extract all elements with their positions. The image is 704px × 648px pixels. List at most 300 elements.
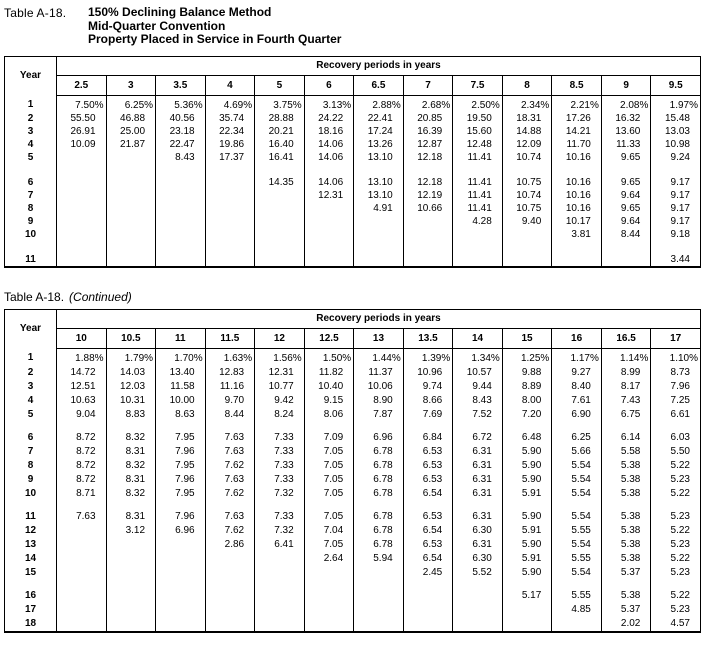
- table1-value-cell-y6-c8: 10.75: [502, 176, 552, 189]
- table1-value-cell-y3-c9: 13.60: [601, 125, 651, 138]
- table1-col-header-7.5: 7.5: [453, 75, 503, 95]
- table2-value-cell-y11-c13.5: 6.53: [403, 510, 453, 524]
- table2-spacer-cell: [304, 580, 354, 589]
- table1-value-cell-y5-c6: 14.06: [304, 151, 354, 164]
- table1-value-cell-y10-c8.5: 3.81: [552, 228, 602, 241]
- table2-value-cell-y6-c16: 6.25: [552, 431, 602, 445]
- table1-value-cell-y3-c9.5: 13.03: [651, 125, 701, 138]
- table2-value-cell-y4-c11: 10.00: [156, 394, 206, 408]
- table2-value-cell-y4-c10.5: 10.31: [106, 394, 156, 408]
- table2-value-cell-y11-c10.5: 8.31: [106, 510, 156, 524]
- table1-col-header-8: 8: [502, 75, 552, 95]
- table2-value-cell-y7-c11: 7.96: [156, 445, 206, 459]
- table2-value-cell-y9-c10: 8.72: [57, 473, 107, 487]
- table2-row-year-6: [5, 431, 701, 445]
- table2-value-cell-y8-c16.5: 5.38: [601, 459, 651, 473]
- table1-spacer-cell: [453, 241, 503, 253]
- table1-value-cell-y3-c6: 18.16: [304, 125, 354, 138]
- table2-value-cell-y14-c13: 5.94: [354, 552, 404, 566]
- table1-value-cell-y7-c4: [205, 189, 255, 202]
- table1-value-cell-y5-c9: 9.65: [601, 151, 651, 164]
- table1-year-cell-10: 10: [24, 228, 37, 240]
- table2-spacer-cell: [156, 422, 206, 431]
- table2-value-cell-y16-c15: 5.17: [502, 589, 552, 603]
- table2-value-cell-y13-c14: 6.31: [453, 538, 503, 552]
- table2-year-cell-7: 7: [27, 445, 34, 457]
- table2-value-cell-y13-c11.5: 2.86: [205, 538, 255, 552]
- table2-value-cell-y6-c17: 6.03: [651, 431, 701, 445]
- table2-value-cell-y9-c13.5: 6.53: [403, 473, 453, 487]
- table1-value-cell-y1-c8: 2.34%: [502, 95, 552, 112]
- table2-value-cell-y5-c16.5: 6.75: [601, 408, 651, 422]
- table1-value-cell-y11-c6.5: [354, 253, 404, 267]
- table1-value-cell-y11-c6: [304, 253, 354, 267]
- table2-value-cell-y11-c11.5: 7.63: [205, 510, 255, 524]
- table2-value-cell-y13-c12.5: 7.05: [304, 538, 354, 552]
- table1-spacer-cell: [156, 164, 206, 176]
- table2-value-cell-y7-c13: 6.78: [354, 445, 404, 459]
- table1-value-cell-y4-c7: 12.87: [403, 138, 453, 151]
- table2-value-cell-y7-c17: 5.50: [651, 445, 701, 459]
- table1-value-cell-y6-c9: 9.65: [601, 176, 651, 189]
- table2-value-cell-y10-c10: 8.71: [57, 487, 107, 501]
- table2-year-cell-11: 11: [25, 510, 36, 522]
- table2-spacer-cell: [57, 580, 107, 589]
- table2-value-cell-y16-c14: [453, 589, 503, 603]
- table2-header-row-2: [5, 328, 701, 348]
- table1-value-cell-y6-c8.5: 10.16: [552, 176, 602, 189]
- table2-value-cell-y6-c10: 8.72: [57, 431, 107, 445]
- table2-spacer-cell: [601, 580, 651, 589]
- table2-value-cell-y11-c10: 7.63: [57, 510, 107, 524]
- table1-value-cell-y6-c5: 14.35: [255, 176, 305, 189]
- table2-spacer-cell: [453, 422, 503, 431]
- table2-row-year-18: [5, 617, 701, 632]
- table2-spacer-cell: [502, 580, 552, 589]
- table1-value-cell-y11-c3.5: [156, 253, 206, 267]
- table1-col-header-4: 4: [205, 75, 255, 95]
- table2-value-cell-y17-c13.5: [403, 603, 453, 617]
- table2-spacer-cell: [5, 501, 57, 510]
- table2-value-cell-y9-c12.5: 7.05: [304, 473, 354, 487]
- table1-title: [88, 6, 341, 47]
- table1-row-year-2: [5, 112, 701, 125]
- table1-value-cell-y8-c7: 10.66: [403, 202, 453, 215]
- table2-value-cell-y18-c15: [502, 617, 552, 632]
- table2-spacer-cell: [255, 580, 305, 589]
- table1-value-cell-y8-c6: [304, 202, 354, 215]
- table2-spacer-cell: [552, 501, 602, 510]
- table1-col-header-3: 3: [106, 75, 156, 95]
- table2-spacer-cell: [403, 580, 453, 589]
- table2-spacer-cell: [354, 422, 404, 431]
- table2-year-cell-5: 5: [27, 408, 34, 420]
- table1-value-cell-y4-c3: 21.87: [106, 138, 156, 151]
- table1-value-cell-y9-c8.5: 10.17: [552, 215, 602, 228]
- table2-value-cell-y7-c16: 5.66: [552, 445, 602, 459]
- table1-value-cell-y4-c4: 19.86: [205, 138, 255, 151]
- table2-col-header-13.5: 13.5: [403, 328, 453, 348]
- table2-value-cell-y2-c16.5: 8.99: [601, 366, 651, 380]
- table2-value-cell-y14-c12: [255, 552, 305, 566]
- table2-value-cell-y5-c17: 6.61: [651, 408, 701, 422]
- table1-col-header-2.5: 2.5: [57, 75, 107, 95]
- table2-value-cell-y10-c10.5: 8.32: [106, 487, 156, 501]
- table1-value-cell-y2-c4: 35.74: [205, 112, 255, 125]
- table1-value-cell-y9-c5: [255, 215, 305, 228]
- table2-row-year-13: [5, 538, 701, 552]
- table1-value-cell-y5-c8: 10.74: [502, 151, 552, 164]
- table1-spacer-cell: [651, 241, 701, 253]
- table2-value-cell-y6-c11.5: 7.63: [205, 431, 255, 445]
- table2-value-cell-y14-c11: [156, 552, 206, 566]
- table2-value-cell-y7-c13.5: 6.53: [403, 445, 453, 459]
- table1-caption: [4, 6, 701, 47]
- table2-value-cell-y10-c13: 6.78: [354, 487, 404, 501]
- table2-value-cell-y1-c11: 1.70%: [156, 348, 206, 366]
- table1-value-cell-y5-c3: [106, 151, 156, 164]
- depreciation-table-2: [4, 309, 701, 633]
- table2-value-cell-y13-c10.5: [106, 538, 156, 552]
- table2-value-cell-y10-c11.5: 7.62: [205, 487, 255, 501]
- table1-value-cell-y3-c3.5: 23.18: [156, 125, 206, 138]
- table2-value-cell-y4-c17: 7.25: [651, 394, 701, 408]
- table2-value-cell-y1-c10.5: 1.79%: [106, 348, 156, 366]
- table2-value-cell-y12-c14: 6.30: [453, 524, 503, 538]
- table2-value-cell-y12-c10: [57, 524, 107, 538]
- table2-value-cell-y6-c12: 7.33: [255, 431, 305, 445]
- table2-value-cell-y9-c16.5: 5.38: [601, 473, 651, 487]
- table2-value-cell-y2-c13.5: 10.96: [403, 366, 453, 380]
- table2-value-cell-y8-c11.5: 7.62: [205, 459, 255, 473]
- table2-spacer-cell: [255, 422, 305, 431]
- table2-spacer-row: [5, 580, 701, 589]
- table1-value-cell-y2-c7.5: 19.50: [453, 112, 503, 125]
- table2-spacer-cell: [502, 422, 552, 431]
- table2-value-cell-y17-c16: 4.85: [552, 603, 602, 617]
- table1-value-cell-y8-c5: [255, 202, 305, 215]
- table1-value-cell-y4-c3.5: 22.47: [156, 138, 206, 151]
- table2-value-cell-y1-c12.5: 1.50%: [304, 348, 354, 366]
- table2-value-cell-y8-c12.5: 7.05: [304, 459, 354, 473]
- table1-value-cell-y5-c4: 17.37: [205, 151, 255, 164]
- table1-value-cell-y1-c8.5: 2.21%: [552, 95, 602, 112]
- table2-spacer-cell: [5, 422, 57, 431]
- table2-value-cell-y17-c16.5: 5.37: [601, 603, 651, 617]
- table2-col-header-12.5: 12.5: [304, 328, 354, 348]
- table2-value-cell-y5-c15: 7.20: [502, 408, 552, 422]
- table2-value-cell-y4-c11.5: 9.70: [205, 394, 255, 408]
- table2-year-cell-3: 3: [27, 380, 34, 392]
- table1-value-cell-y10-c7: [403, 228, 453, 241]
- table2-value-cell-y15-c12: [255, 566, 305, 580]
- table1-year-header: Year: [5, 56, 57, 95]
- table2-spacer-cell: [304, 422, 354, 431]
- table2-year-cell-16: 16: [24, 589, 37, 601]
- table1-year-cell-5: 5: [27, 151, 34, 163]
- table2-value-cell-y1-c12: 1.56%: [255, 348, 305, 366]
- table2-value-cell-y8-c15: 5.90: [502, 459, 552, 473]
- table2-value-cell-y3-c14: 9.44: [453, 380, 503, 394]
- table1-value-cell-y10-c8: [502, 228, 552, 241]
- table2-value-cell-y5-c12: 8.24: [255, 408, 305, 422]
- table2-value-cell-y10-c15: 5.91: [502, 487, 552, 501]
- table1-row-year-7: [5, 189, 701, 202]
- table1-value-cell-y3-c8: 14.88: [502, 125, 552, 138]
- table2-value-cell-y1-c13: 1.44%: [354, 348, 404, 366]
- table2-value-cell-y9-c16: 5.54: [552, 473, 602, 487]
- table2-value-cell-y14-c16.5: 5.38: [601, 552, 651, 566]
- table1-value-cell-y7-c8.5: 10.16: [552, 189, 602, 202]
- table2-value-cell-y14-c10: [57, 552, 107, 566]
- table2-value-cell-y3-c11: 11.58: [156, 380, 206, 394]
- table1-col-header-7: 7: [403, 75, 453, 95]
- table2-value-cell-y13-c16.5: 5.38: [601, 538, 651, 552]
- table1-value-cell-y4-c6.5: 13.26: [354, 138, 404, 151]
- table1-spacer-cell: [354, 164, 404, 176]
- table1-year-cell-2: 2: [27, 112, 34, 124]
- table2-value-cell-y12-c13: 6.78: [354, 524, 404, 538]
- table2-value-cell-y7-c16.5: 5.58: [601, 445, 651, 459]
- table2-value-cell-y15-c16: 5.54: [552, 566, 602, 580]
- table2-value-cell-y16-c16.5: 5.38: [601, 589, 651, 603]
- table1-value-cell-y8-c3.5: [156, 202, 206, 215]
- table2-value-cell-y1-c13.5: 1.39%: [403, 348, 453, 366]
- table2-value-cell-y12-c16: 5.55: [552, 524, 602, 538]
- table1-value-cell-y11-c8.5: [552, 253, 602, 267]
- table2-value-cell-y17-c15: [502, 603, 552, 617]
- table1-value-cell-y4-c8: 12.09: [502, 138, 552, 151]
- table1-spacer-cell: [304, 164, 354, 176]
- table1-value-cell-y4-c9.5: 10.98: [651, 138, 701, 151]
- table2-spacer-cell: [403, 422, 453, 431]
- table1-spacer-cell: [453, 164, 503, 176]
- table2-row-year-14: [5, 552, 701, 566]
- table1-value-cell-y2-c5: 28.88: [255, 112, 305, 125]
- table1-spacer-cell: [57, 241, 107, 253]
- table1-caption-label: Table A-18.: [4, 6, 67, 20]
- table1-value-cell-y5-c5: 16.41: [255, 151, 305, 164]
- table2-value-cell-y7-c11.5: 7.63: [205, 445, 255, 459]
- table2-value-cell-y3-c16: 8.40: [552, 380, 602, 394]
- table1-col-header-6: 6: [304, 75, 354, 95]
- table1-spacer-cell: [552, 241, 602, 253]
- table1-year-cell-11: 11: [25, 253, 36, 265]
- table1-value-cell-y11-c8: [502, 253, 552, 267]
- table2-spacer-cell: [205, 501, 255, 510]
- table2-value-cell-y13-c13.5: 6.53: [403, 538, 453, 552]
- table1-row-year-1: [5, 95, 701, 112]
- table1-value-cell-y1-c9.5: 1.97%: [651, 95, 701, 112]
- table2-col-header-13: 13: [354, 328, 404, 348]
- table2-spacer-cell: [57, 422, 107, 431]
- table2-row-year-4: [5, 394, 701, 408]
- table2-value-cell-y13-c13: 6.78: [354, 538, 404, 552]
- table2-value-cell-y12-c11.5: 7.62: [205, 524, 255, 538]
- table2-spacer-cell: [205, 580, 255, 589]
- table2-value-cell-y9-c17: 5.23: [651, 473, 701, 487]
- table2-value-cell-y15-c13: [354, 566, 404, 580]
- table2-year-cell-9: 9: [27, 473, 34, 485]
- table2-value-cell-y5-c10: 9.04: [57, 408, 107, 422]
- table1-value-cell-y3-c6.5: 17.24: [354, 125, 404, 138]
- table2-spacer-cell: [156, 580, 206, 589]
- table2-value-cell-y17-c14: [453, 603, 503, 617]
- table2-row-year-17: [5, 603, 701, 617]
- table2-value-cell-y13-c11: [156, 538, 206, 552]
- table1-value-cell-y8-c7.5: 11.41: [453, 202, 503, 215]
- table1-value-cell-y8-c8: 10.75: [502, 202, 552, 215]
- table2-span-header: Recovery periods in years: [57, 309, 701, 328]
- table2-col-header-10.5: 10.5: [106, 328, 156, 348]
- table2-value-cell-y16-c13.5: [403, 589, 453, 603]
- table2-value-cell-y5-c14: 7.52: [453, 408, 503, 422]
- table2-value-cell-y9-c14: 6.31: [453, 473, 503, 487]
- table1-value-cell-y1-c2.5: 7.50%: [57, 95, 107, 112]
- table2-value-cell-y5-c16: 6.90: [552, 408, 602, 422]
- table1-value-cell-y8-c3: [106, 202, 156, 215]
- table2-value-cell-y3-c13: 10.06: [354, 380, 404, 394]
- table2-value-cell-y18-c11: [156, 617, 206, 632]
- table1-value-cell-y10-c6.5: [354, 228, 404, 241]
- table1-value-cell-y7-c6: 12.31: [304, 189, 354, 202]
- table2-header-row-1: [5, 309, 701, 328]
- table2-value-cell-y15-c10.5: [106, 566, 156, 580]
- table2-value-cell-y8-c13.5: 6.53: [403, 459, 453, 473]
- table2-value-cell-y18-c12: [255, 617, 305, 632]
- table2-col-header-14: 14: [453, 328, 503, 348]
- table2-spacer-row: [5, 422, 701, 431]
- table1-value-cell-y6-c2.5: [57, 176, 107, 189]
- table1-value-cell-y9-c6.5: [354, 215, 404, 228]
- table1-value-cell-y3-c8.5: 14.21: [552, 125, 602, 138]
- table1-value-cell-y6-c3: [106, 176, 156, 189]
- table2-value-cell-y6-c13.5: 6.84: [403, 431, 453, 445]
- table1-value-cell-y1-c4: 4.69%: [205, 95, 255, 112]
- table1-value-cell-y9-c6: [304, 215, 354, 228]
- table2-value-cell-y15-c11.5: [205, 566, 255, 580]
- table2-year-cell-13: 13: [24, 538, 37, 550]
- table1-value-cell-y7-c9.5: 9.17: [651, 189, 701, 202]
- table2-value-cell-y7-c10: 8.72: [57, 445, 107, 459]
- table1-value-cell-y5-c9.5: 9.24: [651, 151, 701, 164]
- table1-value-cell-y8-c2.5: [57, 202, 107, 215]
- table2-value-cell-y4-c16: 7.61: [552, 394, 602, 408]
- table2-caption: [4, 290, 701, 304]
- table1-value-cell-y6-c7.5: 11.41: [453, 176, 503, 189]
- table2-col-header-16: 16: [552, 328, 602, 348]
- table1-value-cell-y10-c3.5: [156, 228, 206, 241]
- table2-value-cell-y2-c11.5: 12.83: [205, 366, 255, 380]
- table1-value-cell-y1-c6.5: 2.88%: [354, 95, 404, 112]
- table1-row-year-9: [5, 215, 701, 228]
- table2-value-cell-y8-c10.5: 8.32: [106, 459, 156, 473]
- table1-value-cell-y5-c8.5: 10.16: [552, 151, 602, 164]
- table2-value-cell-y5-c13.5: 7.69: [403, 408, 453, 422]
- table1-value-cell-y2-c8: 18.31: [502, 112, 552, 125]
- table1-value-cell-y3-c7.5: 15.60: [453, 125, 503, 138]
- table1-spacer-cell: [57, 164, 107, 176]
- table2-value-cell-y11-c12.5: 7.05: [304, 510, 354, 524]
- table1-row-year-3: [5, 125, 701, 138]
- table2-value-cell-y15-c11: [156, 566, 206, 580]
- table2-value-cell-y18-c12.5: [304, 617, 354, 632]
- table2-value-cell-y5-c12.5: 8.06: [304, 408, 354, 422]
- table2-value-cell-y8-c14: 6.31: [453, 459, 503, 473]
- table1-value-cell-y11-c3: [106, 253, 156, 267]
- table2-value-cell-y16-c17: 5.22: [651, 589, 701, 603]
- table2-value-cell-y13-c12: 6.41: [255, 538, 305, 552]
- table1-year-cell-9: 9: [27, 215, 34, 227]
- table2-value-cell-y12-c15: 5.91: [502, 524, 552, 538]
- table2-value-cell-y18-c14: [453, 617, 503, 632]
- table2-value-cell-y16-c10.5: [106, 589, 156, 603]
- table2-value-cell-y10-c16.5: 5.38: [601, 487, 651, 501]
- table2-value-cell-y1-c16.5: 1.14%: [601, 348, 651, 366]
- table2-col-header-11: 11: [156, 328, 206, 348]
- table1-title-line-2: Mid-Quarter Convention: [88, 18, 226, 33]
- table2-value-cell-y2-c14: 10.57: [453, 366, 503, 380]
- table2-spacer-cell: [502, 501, 552, 510]
- table1-value-cell-y8-c9.5: 9.17: [651, 202, 701, 215]
- table1-spacer-cell: [205, 241, 255, 253]
- table1-value-cell-y2-c7: 20.85: [403, 112, 453, 125]
- table2-value-cell-y15-c14: 5.52: [453, 566, 503, 580]
- table2-value-cell-y2-c10: 14.72: [57, 366, 107, 380]
- table1-value-cell-y5-c2.5: [57, 151, 107, 164]
- table1-value-cell-y9-c3: [106, 215, 156, 228]
- table2-year-cell-15: 15: [24, 566, 37, 578]
- table2-value-cell-y11-c16: 5.54: [552, 510, 602, 524]
- table1-value-cell-y6-c6: 14.06: [304, 176, 354, 189]
- table2-value-cell-y10-c17: 5.22: [651, 487, 701, 501]
- table2-value-cell-y6-c13: 6.96: [354, 431, 404, 445]
- table2-value-cell-y11-c12: 7.33: [255, 510, 305, 524]
- table2-value-cell-y6-c10.5: 8.32: [106, 431, 156, 445]
- table1-value-cell-y9-c9: 9.64: [601, 215, 651, 228]
- table1-col-header-5: 5: [255, 75, 305, 95]
- table1-spacer-cell: [156, 241, 206, 253]
- table1-value-cell-y4-c9: 11.33: [601, 138, 651, 151]
- table2-value-cell-y5-c10.5: 8.83: [106, 408, 156, 422]
- table1-value-cell-y2-c2.5: 55.50: [57, 112, 107, 125]
- table2-value-cell-y18-c13.5: [403, 617, 453, 632]
- table2-row-year-12: [5, 524, 701, 538]
- table1-spacer-cell: [403, 241, 453, 253]
- table2-value-cell-y3-c17: 7.96: [651, 380, 701, 394]
- table1-value-cell-y7-c3.5: [156, 189, 206, 202]
- table2-spacer-cell: [205, 422, 255, 431]
- table2-spacer-cell: [651, 501, 701, 510]
- table2-value-cell-y1-c10: 1.88%: [57, 348, 107, 366]
- table2-value-cell-y2-c10.5: 14.03: [106, 366, 156, 380]
- table1-value-cell-y10-c9.5: 9.18: [651, 228, 701, 241]
- table2-value-cell-y16-c13: [354, 589, 404, 603]
- table1-value-cell-y6-c4: [205, 176, 255, 189]
- table1-value-cell-y1-c9: 2.08%: [601, 95, 651, 112]
- table2-value-cell-y15-c17: 5.23: [651, 566, 701, 580]
- table2-value-cell-y13-c10: [57, 538, 107, 552]
- table2-value-cell-y1-c11.5: 1.63%: [205, 348, 255, 366]
- table1-year-cell-1: 1: [27, 99, 34, 111]
- table2-row-year-11: [5, 510, 701, 524]
- table1-year-cell-6: 6: [27, 176, 34, 188]
- table2-value-cell-y11-c11: 7.96: [156, 510, 206, 524]
- table1-value-cell-y7-c3: [106, 189, 156, 202]
- table2-spacer-cell: [651, 580, 701, 589]
- depreciation-table-1: [4, 56, 701, 268]
- table2-year-cell-6: 6: [27, 431, 34, 443]
